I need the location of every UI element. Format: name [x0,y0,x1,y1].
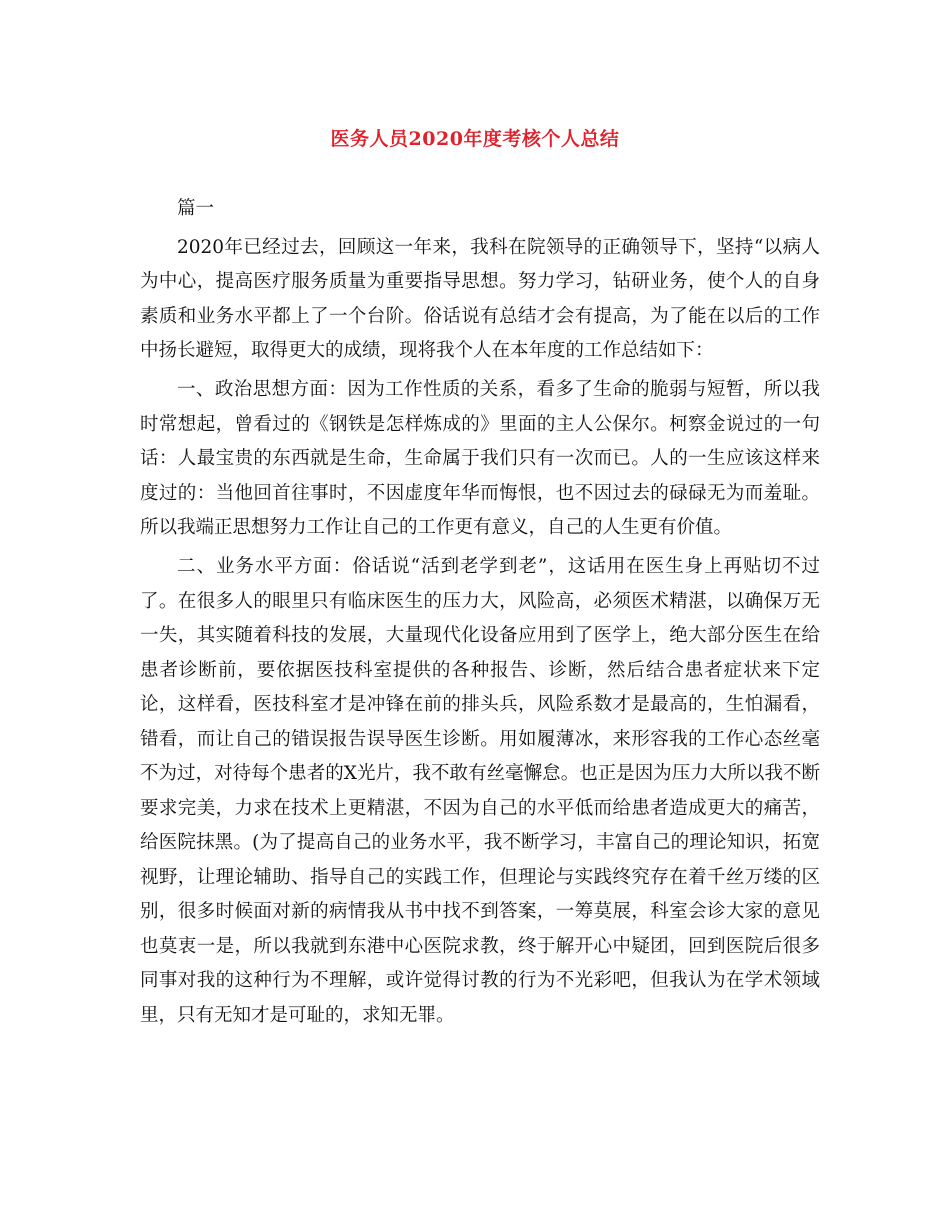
paragraph-intro: 2020年已经过去，回顾这一年来，我科在院领导的正确领导下，坚持“以病人为中心，提高医疗服务质量为重要指导思想。努力学习，钻研业务，使个人的自身素质和业务水平都上了一个台阶。俗话说有总结才会有提高，为了能在以后的工作中扬长避短，取得更大的成绩，现将我个人在本年度的工作总结如下： [140,236,820,361]
paragraph-professional: 二、业务水平方面：俗话说“活到老学到老”，这话用在医生身上再贴切不过了。在很多人的眼里只有临床医生的压力大，风险高，必须医术精湛，以确保万无一失，其实随着科技的发展，大量现代化设备应用到了医学上，绝大部分医生在给患者诊断前，要依据医技科室提供的各种报告、诊断，然后结合患者症状来下定论，这样看，医技科室才是冲锋在前的排头兵，风险系数才是最高的，生怕漏看，错看，而让自己的错误报告误导医生诊断。用如履薄冰，来形容我的工作心态丝毫不为过，对待每个患者的X光片，我不敢有丝毫懈怠。也正是因为压力大所以我不断要求完美，力求在技术上更精湛，不因为自己的水平低而给患者造成更大的痛苦，给医院抹黑。(为了提高自己的业务水平，我不断学习，丰富自己的理论知识，拓宽视野，让理论辅助、指导自己的实践工作，但理论与实践终究存在着千丝万缕的区别，很多时候面对新的病情我从书中找不到答案，一筹莫展，科室会诊大家的意见也莫衷一是，所以我就到东港中心医院求教，终于解开心中疑团，回到医院后很多同事对我的这种行为不理解，或许觉得讨教的行为不光彩吧，但我认为在学术领域里，只有无知才是可耻的，求知无罪。 [140,556,820,1026]
document-title: 医务人员2020年度考核个人总结 [330,128,620,150]
document-body [140,192,820,1038]
paragraph-political: 一、政治思想方面：因为工作性质的关系，看多了生命的脆弱与短暂，所以我时常想起，曾看过的《钢铁是怎样炼成的》里面的主人公保尔。柯察金说过的一句话：人最宝贵的东西就是生命，生命属于我们只有一次而已。人的一生应该这样来度过的：当他回首往事时，不因虚度年华而悔恨，也不因过去的碌碌无为而羞耻。所以我端正思想努力工作让自己的工作更有意义，自己的人生更有价值。 [140,379,820,538]
section-label: 篇一 [177,198,215,219]
